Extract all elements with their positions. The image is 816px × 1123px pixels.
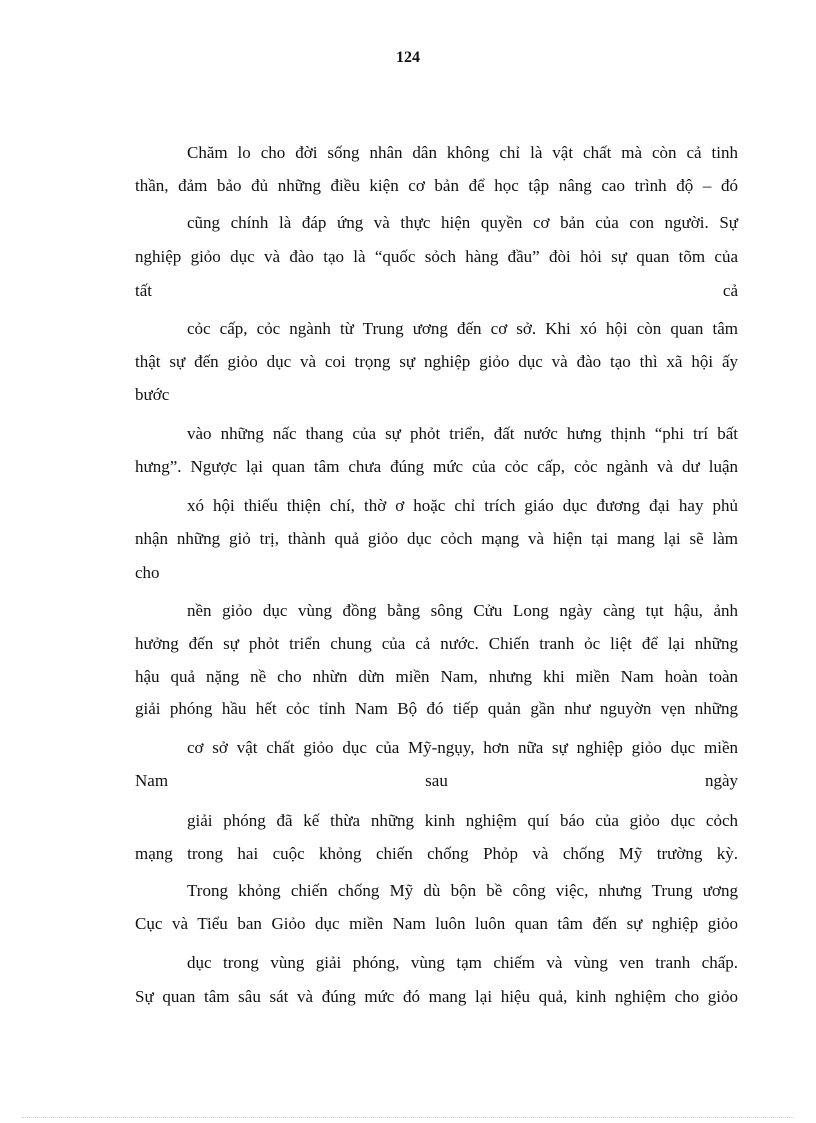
text-line-17: giải phóng hầu hết cỏc tỉnh Nam Bộ đó tiếp quản gần như nguyờn vẹn những [135, 699, 738, 718]
page-bottom-divider [22, 1117, 794, 1118]
text-line-21: mạng trong hai cuộc khỏng chiến chống Phỏp và chống Mỹ trường kỳ. [135, 844, 738, 863]
text-line-1: Chăm lo cho đời sống nhân dân không chỉ là vật chất mà còn cả tinh [187, 143, 738, 162]
text-line-19: Nam sau ngày [135, 771, 738, 790]
text-line-13: cho [135, 563, 160, 582]
text-line-8: bước [135, 385, 170, 404]
text-line-7: thật sự đến giỏo dục và coi trọng sự nghiệp giỏo dục và đào tạo thì xã hội ấy [135, 352, 738, 371]
text-line-10: hưng”. Ngược lại quan tâm chưa đúng mức của cỏc cấp, cỏc ngành và dư luận [135, 457, 738, 476]
text-line-18: cơ sở vật chất giỏo dục của Mỹ-ngụy, hơn nữa sự nghiệp giỏo dục miền [187, 738, 738, 757]
text-line-25: Sự quan tâm sâu sát và đúng mức đó mang lại hiệu quả, kinh nghiệm cho giỏo [135, 987, 738, 1006]
text-line-24: dục trong vùng giải phóng, vùng tạm chiếm và vùng ven tranh chấp. [187, 953, 738, 972]
text-line-5: tất cả [135, 281, 738, 300]
text-line-3: cũng chính là đáp ứng và thực hiện quyền cơ bản của con người. Sự [187, 213, 738, 232]
page-number: 124 [396, 49, 420, 66]
text-line-15: hưởng đến sự phỏt triển chung của cả nước. Chiến tranh ỏc liệt để lại những [135, 634, 738, 653]
text-line-11: xó hội thiếu thiện chí, thờ ơ hoặc chỉ trích giáo dục đương đại hay phủ [187, 496, 738, 515]
text-line-2: thần, đảm bảo đủ những điều kiện cơ bản để học tập nâng cao trình độ – đó [135, 176, 738, 195]
text-line-4: nghiệp giỏo dục và đào tạo là “quốc sỏch hàng đầu” đòi hỏi sự quan tõm của [135, 247, 738, 266]
text-line-23: Cục và Tiểu ban Giỏo dục miền Nam luôn luôn quan tâm đến sự nghiệp giỏo [135, 914, 738, 933]
text-line-20: giải phóng đã kế thừa những kinh nghiệm quí báo của giỏo dục cỏch [187, 811, 738, 830]
text-line-12: nhận những giỏ trị, thành quả giỏo dục cỏch mạng và hiện tại mang lại sẽ làm [135, 529, 738, 548]
text-line-16: hậu quả nặng nề cho nhừn dừn miền Nam, nhưng khi miền Nam hoàn toàn [135, 667, 738, 686]
text-line-6: cỏc cấp, cỏc ngành từ Trung ương đến cơ sở. Khi xó hội còn quan tâm [187, 319, 738, 338]
text-line-9: vào những nấc thang của sự phỏt triển, đất nước hưng thịnh “phi trí bất [187, 424, 738, 443]
text-line-14: nền giỏo dục vùng đồng bằng sông Cửu Long ngày càng tụt hậu, ảnh [187, 601, 738, 620]
text-line-22: Trong khỏng chiến chống Mỹ dù bộn bề công việc, nhưng Trung ương [187, 881, 738, 900]
